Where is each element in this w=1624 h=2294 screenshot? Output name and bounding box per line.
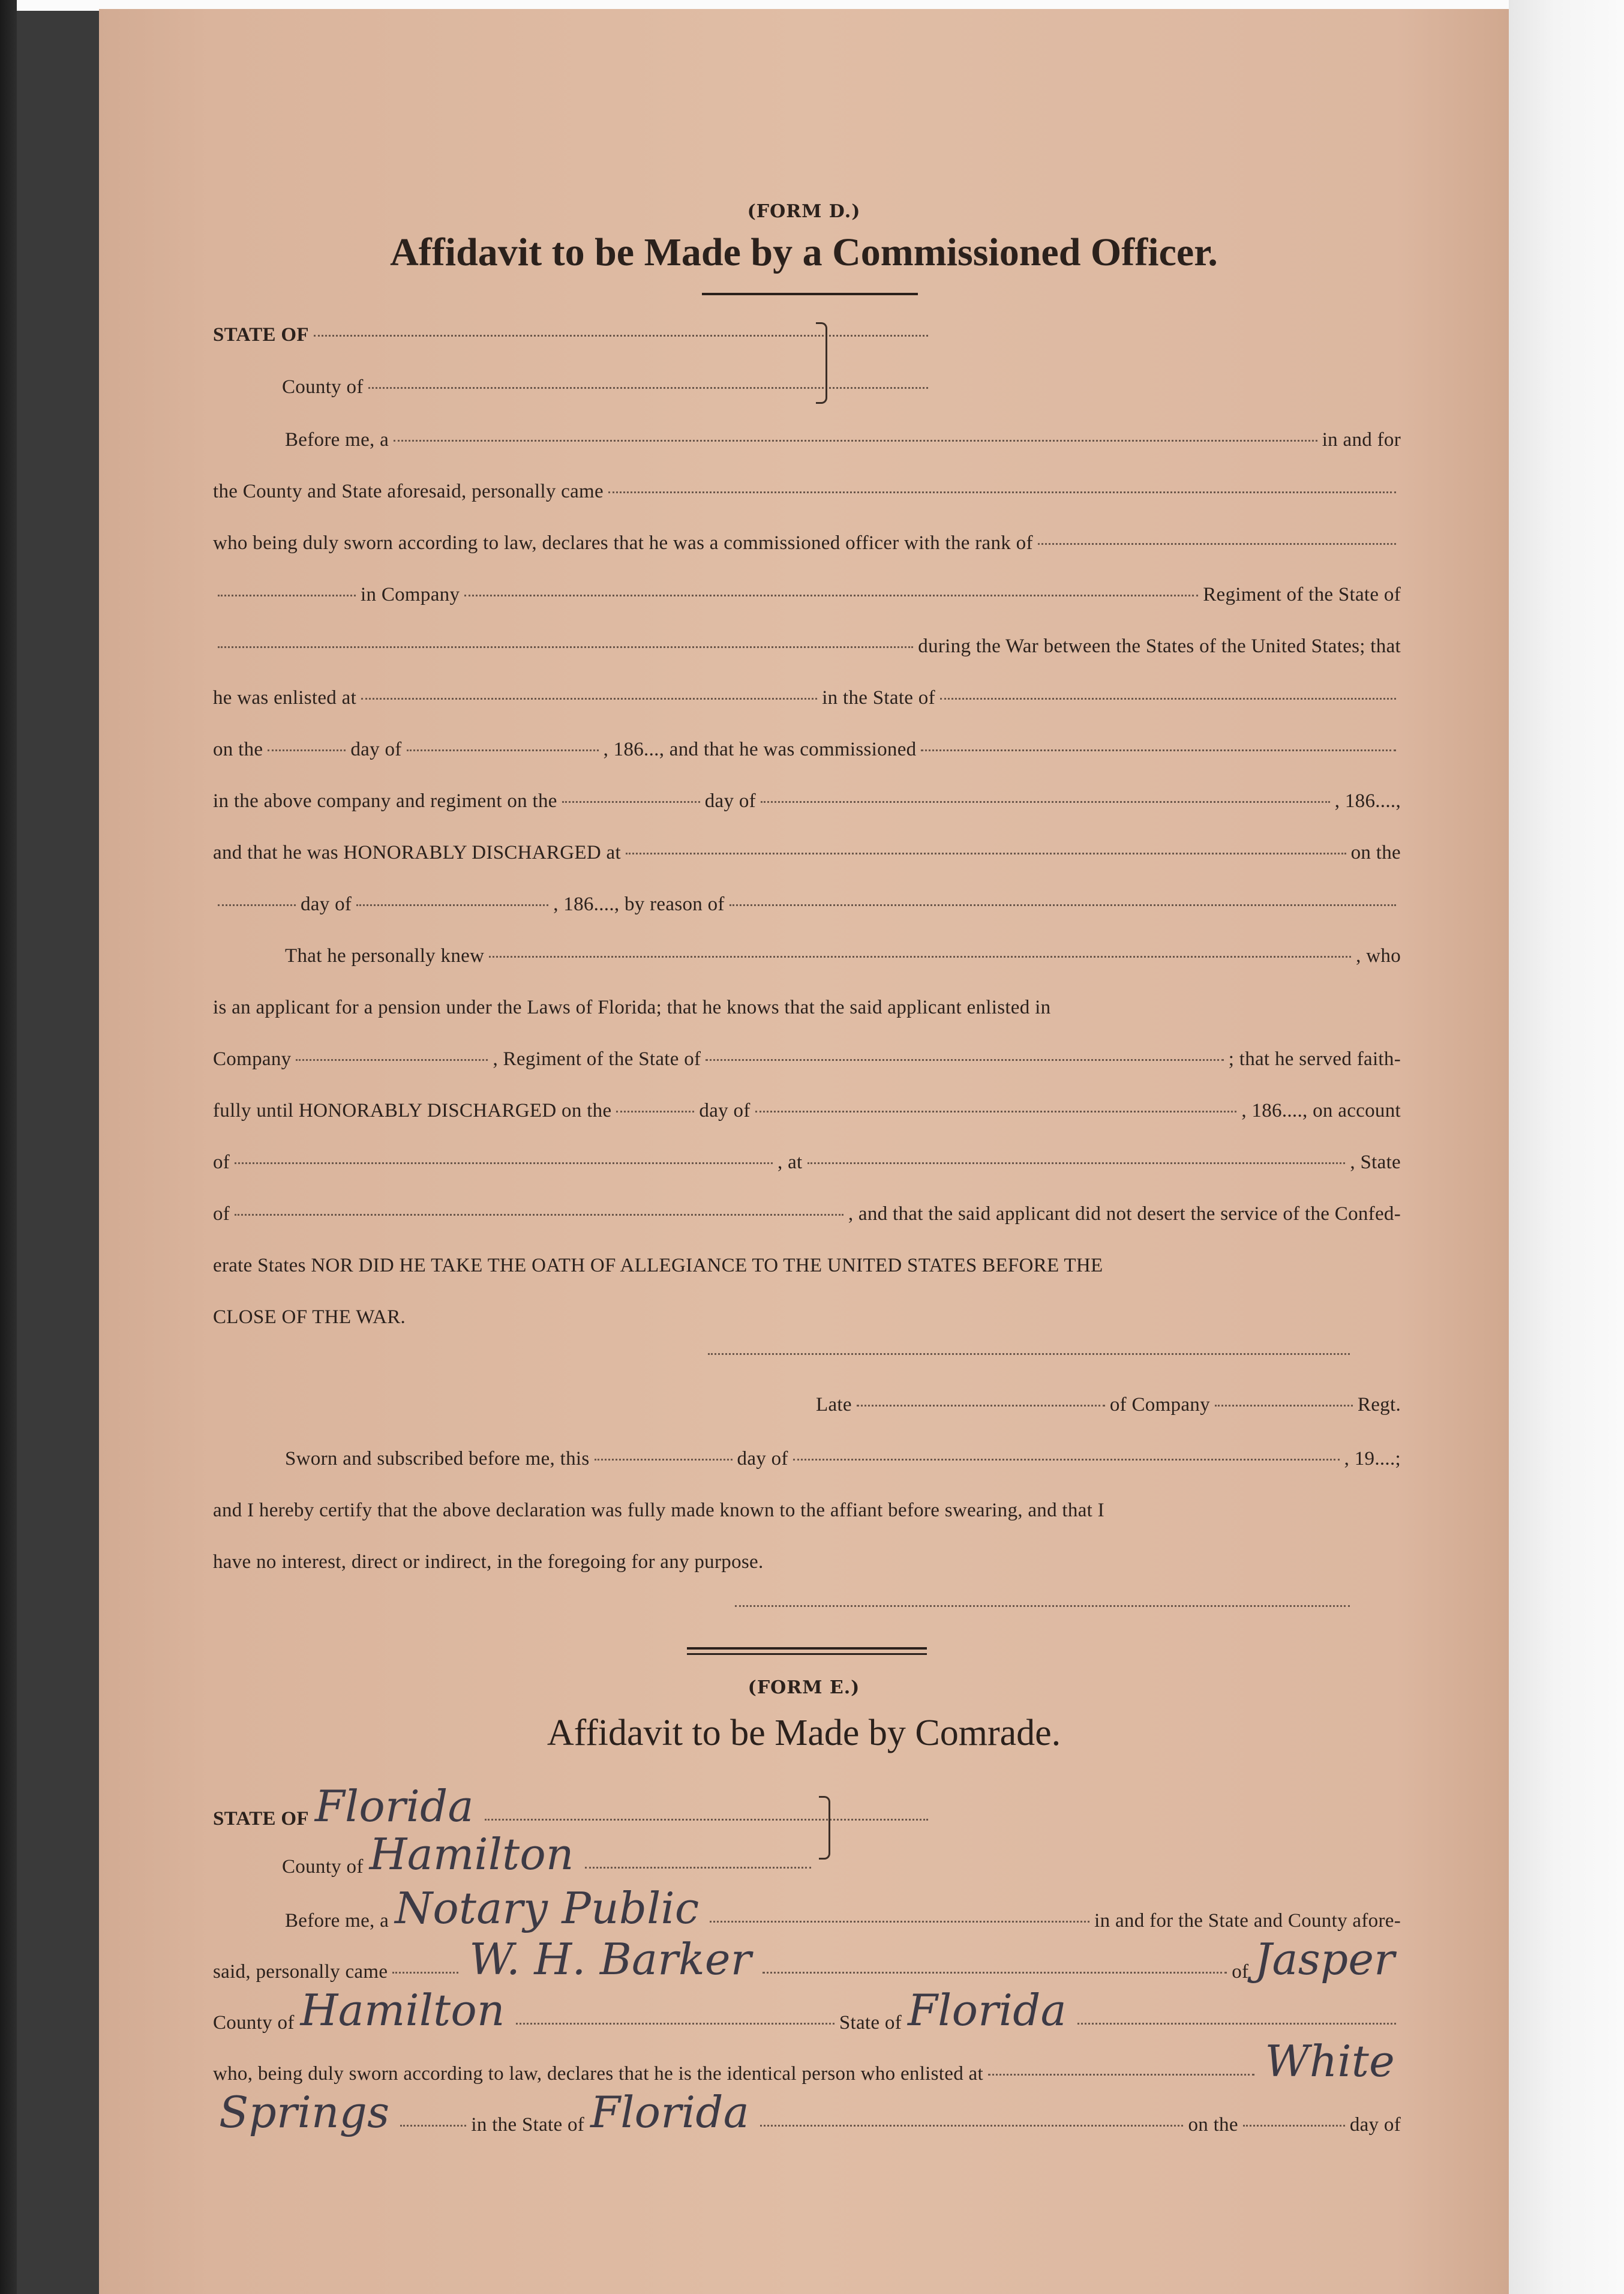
officer-title-field[interactable]	[394, 440, 1317, 442]
text-oath-of-allegiance: erate States NOR DID HE TAKE THE OATH OF ALLEGIANCE TO THE UNITED STATES BEFORE THE	[213, 1255, 1103, 1276]
text-above-company: in the above company and regiment on the	[213, 790, 557, 812]
enlist-month-field[interactable]	[407, 749, 599, 751]
commission-field[interactable]	[921, 749, 1396, 751]
form-d-county-field[interactable]	[368, 387, 928, 389]
text-sworn-and-subscribed: Sworn and subscribed before me, this	[285, 1448, 590, 1470]
form-d-line-1	[213, 429, 1401, 459]
applicant-name-field[interactable]	[489, 956, 1351, 958]
applicant-discharge-day-field[interactable]	[616, 1111, 694, 1112]
discharge-reason-field[interactable]	[730, 904, 1396, 906]
sworn-day-field[interactable]	[595, 1459, 733, 1461]
text-in-company: in Company	[361, 584, 460, 605]
comrade-county-field[interactable]	[516, 2023, 834, 2025]
commission-day-field[interactable]	[562, 801, 700, 803]
form-e-title: Affidavit to be Made by Comrade.	[547, 1713, 1061, 1753]
text-186: , 186....,	[1334, 790, 1401, 812]
comrade-name-value[interactable]: W. H. Barker	[469, 1934, 752, 1984]
text-day-of: day of	[704, 790, 756, 812]
comrade-state-field[interactable]	[1077, 2023, 1396, 2025]
late-company-row	[816, 1394, 1401, 1424]
applicant-discharge-month-field[interactable]	[755, 1111, 1237, 1112]
text-enlisted-at: he was enlisted at	[213, 687, 357, 709]
commission-month-field[interactable]	[761, 801, 1330, 803]
form-d-line-15	[213, 1152, 1401, 1182]
applicant-state-field[interactable]	[706, 1059, 1223, 1061]
notary-title-value[interactable]: Notary Public	[395, 1883, 700, 1933]
text-state: , State	[1350, 1152, 1401, 1173]
comrade-town-value[interactable]: Jasper	[1254, 1934, 1395, 1984]
form-e-line-came	[213, 1934, 1401, 1984]
text-on-account: , 186...., on account	[1241, 1100, 1401, 1121]
account-reason-field[interactable]	[235, 1162, 773, 1164]
form-d-line-11	[213, 945, 1401, 975]
text-day-of: day of	[350, 739, 402, 760]
discharge-day-field[interactable]	[218, 904, 296, 906]
form-d-line-2	[213, 481, 1401, 511]
regiment-state-field[interactable]	[218, 646, 913, 648]
text-day-of: day of	[1349, 2114, 1401, 2136]
form-d-state-label: STATE OF	[213, 324, 309, 346]
text-day-of: day of	[301, 893, 352, 915]
plastic-sleeve-edge	[1509, 0, 1624, 2294]
discharge-place-field[interactable]	[626, 853, 1346, 854]
enlisted-day-field[interactable]	[1243, 2125, 1345, 2127]
text-served-faithfully: ; that he served faith-	[1228, 1048, 1401, 1070]
text-by-reason-of: , 186...., by reason of	[553, 893, 725, 915]
section-rule-bottom	[687, 1653, 927, 1655]
enlisted-place-value-cont[interactable]: Springs	[219, 2087, 390, 2137]
form-d-line-17	[213, 1255, 1401, 1285]
text-regt: Regt.	[1357, 1394, 1401, 1416]
form-e-brace	[819, 1796, 830, 1860]
form-d-sworn-row	[213, 1448, 1401, 1478]
late-company-field[interactable]	[1215, 1405, 1353, 1407]
text-day-of: day of	[737, 1448, 788, 1470]
comrade-county-value[interactable]: Hamilton	[300, 1985, 505, 2035]
form-e-state-value[interactable]: Florida	[314, 1781, 474, 1831]
form-d-certify-1	[213, 1500, 1401, 1530]
text-on-the: on the	[213, 739, 263, 760]
text-identical-person: who, being duly sworn according to law, declares that he is the identical person who enlisted at	[213, 2063, 983, 2085]
form-d-line-5	[213, 635, 1401, 665]
form-d-brace	[816, 322, 827, 404]
text-during-the-war: during the War between the States of the United States; that	[918, 635, 1401, 657]
text-personally-knew: That he personally knew	[285, 945, 485, 967]
enlisted-place-field[interactable]	[361, 698, 817, 700]
text-personally-came: said, personally came	[213, 1961, 388, 1983]
rank-field-cont[interactable]	[218, 595, 356, 596]
enlisted-state-field[interactable]	[760, 2125, 1183, 2127]
text-no-interest: have no interest, direct or indirect, in the foregoing for any purpose.	[213, 1551, 764, 1573]
account-state-field[interactable]	[235, 1214, 843, 1216]
title-underline	[702, 293, 918, 295]
text-on-the: on the	[1350, 842, 1401, 863]
text-on-the: on the	[1188, 2114, 1238, 2136]
text-regiment-of-state: Regiment of the State of	[1203, 584, 1401, 605]
comrade-name-field[interactable]	[763, 1972, 1227, 1974]
form-d-line-10	[213, 893, 1401, 923]
text-in-state-of: in the State of	[471, 2114, 585, 2136]
applicant-company-field[interactable]	[296, 1059, 488, 1061]
form-d-line-6	[213, 687, 1401, 717]
discharge-month-field[interactable]	[356, 904, 548, 906]
notary-title-field[interactable]	[710, 1921, 1089, 1923]
enlisted-state-value[interactable]: Florida	[590, 2087, 749, 2137]
enlisted-place-tail[interactable]	[400, 2125, 466, 2127]
text-of-company: of Company	[1109, 1394, 1210, 1416]
text-19: , 19....;	[1344, 1448, 1401, 1470]
form-d-line-9	[213, 842, 1401, 872]
sworn-month-field[interactable]	[793, 1459, 1340, 1461]
section-rule-top	[687, 1647, 927, 1650]
text-discharged-on-the: fully until HONORABLY DISCHARGED on the	[213, 1100, 612, 1121]
text-of: of	[213, 1152, 230, 1173]
enlisted-place-value[interactable]: White	[1265, 2036, 1395, 2086]
scanner-left-edge	[0, 0, 17, 2294]
text-before-me: Before me, a	[285, 429, 389, 451]
form-d-label: (FORM D.)	[747, 201, 861, 222]
comrade-state-value[interactable]: Florida	[907, 1985, 1067, 2035]
officer-notary-signature-line[interactable]	[735, 1605, 1350, 1607]
form-d-line-7	[213, 739, 1401, 769]
form-d-line-3	[213, 532, 1401, 562]
text-of: of	[1232, 1961, 1249, 1983]
text-before-me: Before me, a	[285, 1910, 389, 1932]
officer-signature-line[interactable]	[708, 1353, 1350, 1355]
form-d-county-row	[282, 376, 933, 406]
rank-field[interactable]	[1038, 543, 1396, 545]
text-in-and-for-state: in and for the State and County afore-	[1094, 1910, 1401, 1932]
text-applicant-pension: is an applicant for a pension under the Laws of Florida; that he knows that the said applicant enlisted in	[213, 997, 1051, 1018]
late-rank-field[interactable]	[857, 1405, 1105, 1407]
officer-name-field[interactable]	[608, 491, 1396, 493]
form-d-title: Affidavit to be Made by a Commissioned Officer.	[390, 230, 1218, 274]
form-e-county-label: County of	[282, 1856, 364, 1878]
enlisted-place-lead[interactable]	[988, 2074, 1254, 2076]
text-of: of	[213, 1203, 230, 1225]
form-d-line-18	[213, 1306, 1401, 1336]
text-state-of: State of	[839, 2012, 902, 2034]
form-e-county-value[interactable]: Hamilton	[369, 1829, 574, 1879]
form-e-state-field[interactable]	[485, 1819, 928, 1821]
account-place-field[interactable]	[808, 1162, 1346, 1164]
form-e-state-label: STATE OF	[213, 1808, 309, 1830]
form-e-line-county	[213, 1985, 1401, 2035]
text-day-of: day of	[699, 1100, 751, 1121]
form-d-line-16	[213, 1203, 1401, 1233]
form-d-line-14	[213, 1100, 1401, 1130]
comrade-name-lead[interactable]	[392, 1972, 458, 1974]
text-in-state-of: in the State of	[822, 687, 935, 709]
form-d-state-field[interactable]	[314, 335, 928, 337]
form-d-line-12	[213, 997, 1401, 1027]
text-at: , at	[778, 1152, 803, 1173]
affidavit-document-page	[99, 9, 1509, 2294]
form-e-label: (FORM E.)	[748, 1677, 860, 1698]
form-e-line-sworn	[213, 2036, 1401, 2086]
enlist-day-field[interactable]	[268, 749, 346, 751]
form-d-county-label: County of	[282, 376, 364, 398]
form-e-county-row	[282, 1829, 816, 1879]
form-d-line-4	[213, 584, 1401, 614]
text-regiment-of-state: , Regiment of the State of	[493, 1048, 701, 1070]
text-honorably-discharged-at: and that he was HONORABLY DISCHARGED at	[213, 842, 621, 863]
text-close-of-war: CLOSE OF THE WAR.	[213, 1306, 406, 1328]
form-d-certify-2	[213, 1551, 1401, 1581]
text-hereby-certify: and I hereby certify that the above declaration was fully made known to the affiant before swearing, and that I	[213, 1500, 1104, 1521]
text-county-of: County of	[213, 2012, 295, 2034]
text-commissioned-officer: who being duly sworn according to law, declares that he was a commissioned officer with the rank of	[213, 532, 1033, 554]
form-e-line-last	[213, 2087, 1401, 2137]
text-and-commissioned: , 186..., and that he was commissioned	[603, 739, 917, 760]
form-d-line-8	[213, 790, 1401, 820]
form-d-line-13	[213, 1048, 1401, 1078]
text-who: , who	[1356, 945, 1401, 967]
text-did-not-desert: , and that the said applicant did not desert the service of the Confed-	[848, 1203, 1401, 1225]
enlisted-state-field[interactable]	[940, 698, 1396, 700]
text-personally-came: the County and State aforesaid, personally came	[213, 481, 604, 502]
text-late: Late	[816, 1394, 852, 1416]
text-in-and-for: in and for	[1322, 429, 1401, 451]
company-field[interactable]	[464, 595, 1198, 596]
text-company: Company	[213, 1048, 292, 1070]
form-e-line-before	[213, 1883, 1401, 1933]
form-e-county-field[interactable]	[585, 1867, 811, 1869]
